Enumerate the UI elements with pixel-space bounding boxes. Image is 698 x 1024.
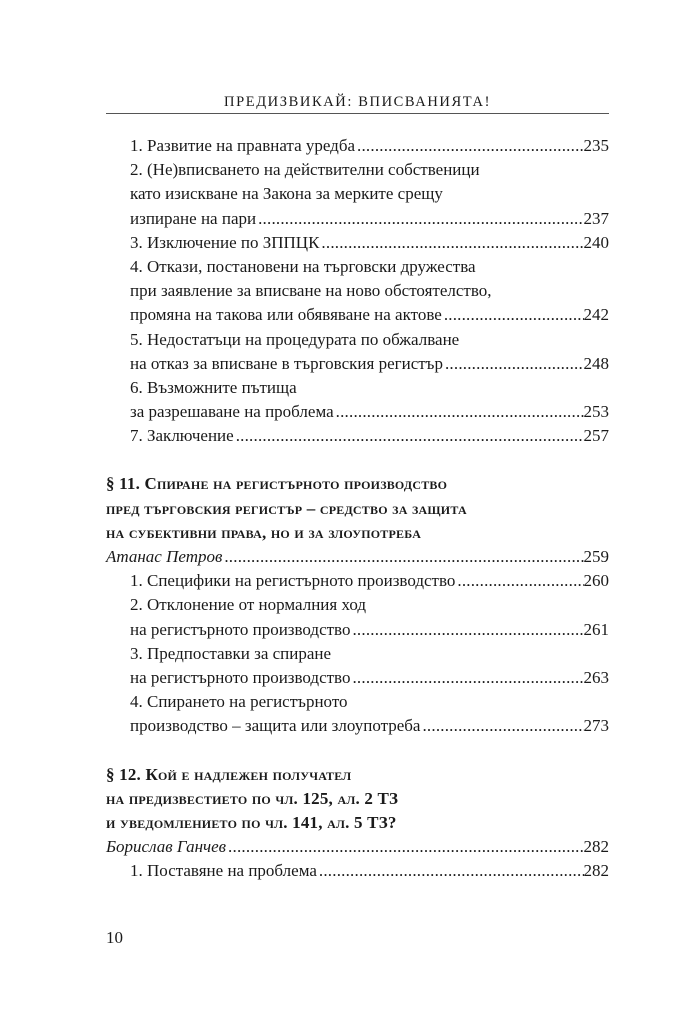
toc-author-entry (106, 835, 609, 859)
toc-block-1 (106, 134, 609, 448)
toc-entry (106, 182, 609, 206)
toc-entry-text: при заявление за вписване на ново обстоятелство, (130, 281, 492, 301)
section-gap (106, 448, 609, 472)
author-name: Борислав Ганчев (106, 837, 227, 857)
leader-dots (350, 618, 583, 642)
leader-dots (442, 303, 584, 327)
toc-entry (106, 303, 609, 327)
leader-dots (420, 714, 583, 738)
leader-dots (317, 859, 584, 883)
toc-entry (106, 714, 609, 738)
toc-page-number: 242 (583, 305, 609, 325)
toc-entry (106, 593, 609, 617)
leader-dots (455, 569, 583, 593)
toc-entry-text: 2. Отклонение от нормалния ход (130, 595, 366, 615)
toc-entry (106, 666, 609, 690)
toc-author-entry (106, 545, 609, 569)
section-title: на субективни права, но и за злоупотреба (106, 522, 422, 542)
leader-dots (234, 424, 584, 448)
toc-entry (106, 424, 609, 448)
leader-dots (355, 134, 583, 158)
toc-page-number: 261 (583, 619, 609, 639)
toc-entry (106, 376, 609, 400)
toc-page-number: 248 (583, 353, 609, 373)
toc-entry (106, 690, 609, 714)
toc-entry (106, 859, 609, 883)
toc-entry-text: промяна на такова или обявяване на актове (130, 305, 442, 325)
toc-entry (106, 134, 609, 158)
toc-entry (106, 400, 609, 424)
toc-entry-text: 4. Откази, постановени на търговски дружества (130, 256, 476, 276)
toc-page-number: 240 (583, 232, 609, 252)
toc-page-number: 260 (583, 571, 609, 591)
toc-page-number: 259 (583, 547, 609, 566)
running-header: ПРЕДИЗВИКАЙ: ВПИСВАНИЯТА! (224, 94, 491, 110)
toc-entry (106, 352, 609, 376)
toc-page-number: 282 (583, 837, 609, 857)
toc-entry-text: на регистърното производство (130, 619, 351, 639)
toc-entry-text: на регистърното производство (130, 667, 351, 687)
toc-entry (106, 207, 609, 231)
toc-entry-text: производство – защита или злоупотреба (130, 716, 421, 736)
toc-entry (106, 569, 609, 593)
toc-entry (106, 328, 609, 352)
toc-entry-text: 6. Възможните пътища (130, 377, 297, 397)
toc-entry-text: 2. (Не)вписването на действителни собственици (130, 160, 480, 180)
leader-dots (350, 666, 583, 690)
section-title: и уведомлението по чл. 141, ал. 5 ТЗ? (106, 812, 397, 832)
toc-entry (106, 231, 609, 255)
toc-page-number: 273 (583, 716, 609, 736)
toc-entry-text: 7. Заключение (130, 426, 234, 446)
toc-entry-text: като изискване на Закона за мерките срещу (130, 184, 443, 204)
header-rule (106, 113, 609, 114)
section-title: § 11. Спиране на регистърното производство (106, 474, 448, 494)
toc-page-number: 237 (583, 208, 609, 228)
toc-page-number: 282 (583, 861, 609, 881)
toc-entry-text: за разрешаване на проблема (130, 402, 334, 422)
toc-entry-text: 1. Специфики на регистърното производство (130, 571, 456, 591)
toc-entry-text: 4. Спирането на регистърното (130, 692, 348, 712)
leader-dots (256, 207, 583, 231)
toc-entry-text: 1. Развитие на правната уредба (130, 136, 356, 155)
author-name: Атанас Петров (106, 547, 223, 566)
leader-dots (334, 400, 584, 424)
section-title: § 12. Кой е надлежен получател (106, 764, 352, 784)
leader-dots (222, 545, 583, 569)
page-number: 10 (106, 928, 123, 947)
toc-page-number: 257 (583, 426, 609, 446)
toc-content (106, 134, 609, 883)
toc-entry (106, 255, 609, 279)
toc-entry (106, 618, 609, 642)
toc-entry (106, 642, 609, 666)
toc-entry-text: 1. Поставяне на проблема (130, 861, 317, 881)
section-gap (106, 739, 609, 763)
toc-entry-text: 3. Изключение по ЗППЦК (130, 232, 320, 252)
toc-section-11 (106, 472, 609, 738)
leader-dots (443, 352, 584, 376)
toc-page-number: 263 (583, 667, 609, 687)
toc-section-12 (106, 763, 609, 884)
toc-page-number: 253 (583, 402, 609, 422)
leader-dots (319, 231, 583, 255)
toc-entry (106, 158, 609, 182)
toc-entry-text: 5. Недостатъци на процедурата по обжалване (130, 329, 460, 349)
leader-dots (226, 835, 583, 859)
toc-entry (106, 279, 609, 303)
toc-entry-text: на отказ за вписване в търговския регистър (130, 353, 443, 373)
toc-entry-text: 3. Предпоставки за спиране (130, 643, 332, 663)
section-title: пред търговския регистър – средство за защита (106, 498, 467, 518)
toc-entry-text: изпиране на пари (130, 208, 257, 228)
toc-page-number: 235 (583, 136, 609, 155)
section-title: на предизвестието по чл. 125, ал. 2 ТЗ (106, 788, 399, 808)
